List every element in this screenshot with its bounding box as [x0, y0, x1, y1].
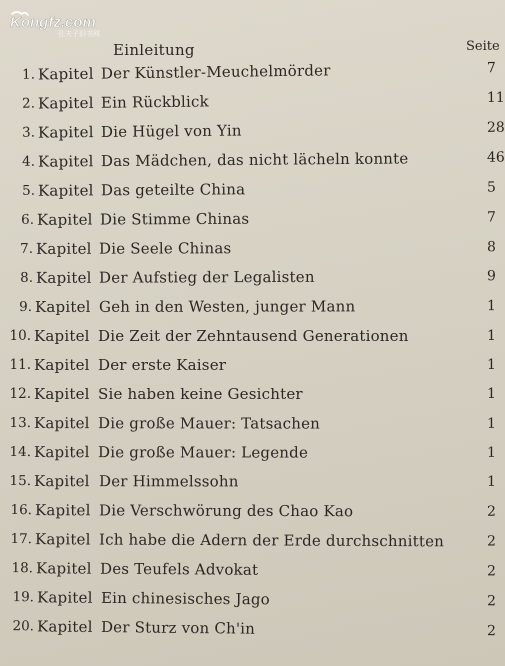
chapter-page-number: 46: [486, 149, 505, 166]
chapter-title: Der Aufstieg der Legalisten: [98, 267, 315, 287]
chapter-title: Ein chinesisches Jago: [100, 588, 271, 609]
chapter-label: Kapitel: [34, 327, 90, 345]
chapter-label: Kapitel: [36, 210, 93, 229]
chapter-row: [0, 529, 500, 554]
chapter-title: Ein Rückblick: [100, 92, 210, 112]
chapter-title: Geh in den Westen, junger Mann: [98, 297, 356, 316]
svg-text:孔夫子旧书网: 孔夫子旧书网: [58, 30, 100, 38]
chapter-number: 8.: [20, 269, 34, 286]
chapter-row: [0, 296, 500, 319]
chapter-number: 20.: [12, 618, 35, 635]
chapter-number: 3.: [22, 124, 36, 141]
chapter-label: Kapitel: [36, 617, 93, 636]
chapter-title: Des Teufels Advokat: [99, 559, 259, 579]
chapter-page-number: 8: [486, 239, 496, 256]
chapter-title: Der Künstler-Meuchelmörder: [100, 61, 331, 83]
chapter-page-number: 1: [486, 473, 496, 490]
chapter-row: [0, 558, 500, 583]
chapter-page-number: 5: [486, 179, 496, 196]
page-column-header: Seite: [466, 39, 500, 54]
chapter-row: [0, 471, 500, 494]
chapter-page-number: 7: [486, 209, 496, 226]
chapter-number: 19.: [12, 589, 35, 606]
chapter-label: Kapitel: [36, 588, 93, 607]
chapter-title: Die große Mauer: Tatsachen: [97, 414, 321, 433]
chapter-label: Kapitel: [37, 93, 94, 113]
chapter-number: 18.: [11, 560, 34, 577]
chapter-title: Der erste Kaiser: [98, 356, 227, 374]
chapter-label: Kapitel: [34, 530, 91, 549]
chapter-page-number: 1: [486, 444, 496, 461]
chapter-page-number: 1: [486, 298, 496, 315]
chapter-page-number: 2: [486, 593, 496, 610]
chapter-row: [0, 178, 500, 203]
chapter-page-number: 1: [487, 328, 496, 344]
chapter-row: [0, 413, 500, 436]
chapter-label: Kapitel: [34, 356, 90, 374]
chapter-label: Kapitel: [34, 501, 91, 520]
chapter-page-number: 1: [487, 357, 496, 373]
chapter-title: Die Stimme Chinas: [99, 209, 250, 229]
chapter-title: Das geteilte China: [100, 180, 246, 200]
chapter-label: Kapitel: [34, 385, 90, 403]
chapter-label: Kapitel: [37, 64, 94, 84]
chapter-page-number: 1: [487, 386, 496, 402]
chapter-label: Kapitel: [33, 472, 90, 491]
chapter-title: Die Hügel von Yin: [100, 121, 242, 141]
chapter-number: 10.: [9, 328, 31, 344]
chapter-row: [0, 58, 500, 87]
chapter-number: 15.: [9, 473, 32, 490]
chapter-title: Der Himmelssohn: [98, 472, 239, 491]
chapter-number: 1.: [21, 66, 36, 83]
chapter-label: Kapitel: [33, 443, 90, 462]
chapter-label: Kapitel: [37, 152, 94, 171]
intro-heading: Einleitung: [113, 41, 195, 59]
chapter-page-number: 2: [486, 623, 496, 640]
chapter-row: [0, 118, 505, 145]
chapter-row: [0, 207, 500, 232]
chapter-number: 9.: [19, 298, 33, 315]
chapter-row: [0, 500, 500, 524]
chapter-number: 5.: [22, 182, 36, 199]
chapter-title: Ich habe die Adern der Erde durchschnitten: [98, 530, 445, 551]
chapter-row: [0, 88, 505, 116]
chapter-page-number: 9: [486, 268, 496, 285]
chapter-label: Kapitel: [37, 181, 94, 200]
chapter-number: 13.: [9, 415, 32, 432]
chapter-row: [0, 266, 500, 290]
chapter-label: Kapitel: [35, 268, 92, 287]
chapter-row: [0, 326, 500, 348]
chapter-row: [0, 587, 500, 613]
chapter-row: [0, 384, 500, 406]
chapter-number: 12.: [9, 386, 31, 402]
chapter-number: 17.: [10, 531, 33, 548]
chapter-page-number: 11: [486, 89, 505, 107]
chapter-label: Kapitel: [34, 297, 91, 316]
chapter-page-number: 2: [486, 533, 496, 550]
chapter-number: 14.: [9, 444, 32, 461]
chapter-title: Der Sturz von Ch'in: [100, 618, 256, 638]
chapter-number: 7.: [20, 240, 34, 257]
chapter-page-number: 28: [486, 119, 505, 136]
chapter-title: Die große Mauer: Legende: [97, 443, 309, 462]
chapter-label: Kapitel: [35, 239, 92, 258]
svg-text:Kongfz.com: Kongfz.com: [10, 14, 96, 31]
chapter-page-number: 7: [486, 60, 496, 77]
chapter-title: Sie haben keine Gesichter: [98, 385, 303, 403]
chapter-title: Die Seele Chinas: [98, 239, 232, 258]
chapter-page-number: 2: [486, 563, 496, 580]
chapter-number: 4.: [22, 153, 36, 170]
chapter-page-number: 2: [486, 503, 496, 520]
chapter-number: 6.: [21, 211, 35, 228]
chapter-row: [0, 148, 505, 174]
chapter-row: [0, 442, 500, 465]
chapter-label: Kapitel: [33, 414, 90, 433]
chapter-title: Die Verschwörung des Chao Kao: [98, 501, 354, 521]
chapter-title: Das Mädchen, das nicht lächeln konnte: [100, 149, 409, 171]
chapter-number: 11.: [9, 357, 31, 373]
chapter-label: Kapitel: [35, 559, 92, 578]
chapter-page-number: 1: [486, 415, 496, 432]
chapter-row: [0, 355, 500, 377]
chapter-number: 16.: [10, 502, 33, 519]
chapter-label: Kapitel: [37, 123, 94, 142]
chapter-row: [0, 237, 500, 261]
chapter-number: 2.: [21, 95, 36, 112]
chapter-row: [0, 616, 500, 643]
chapter-title: Die Zeit der Zehntausend Generationen: [98, 327, 409, 345]
